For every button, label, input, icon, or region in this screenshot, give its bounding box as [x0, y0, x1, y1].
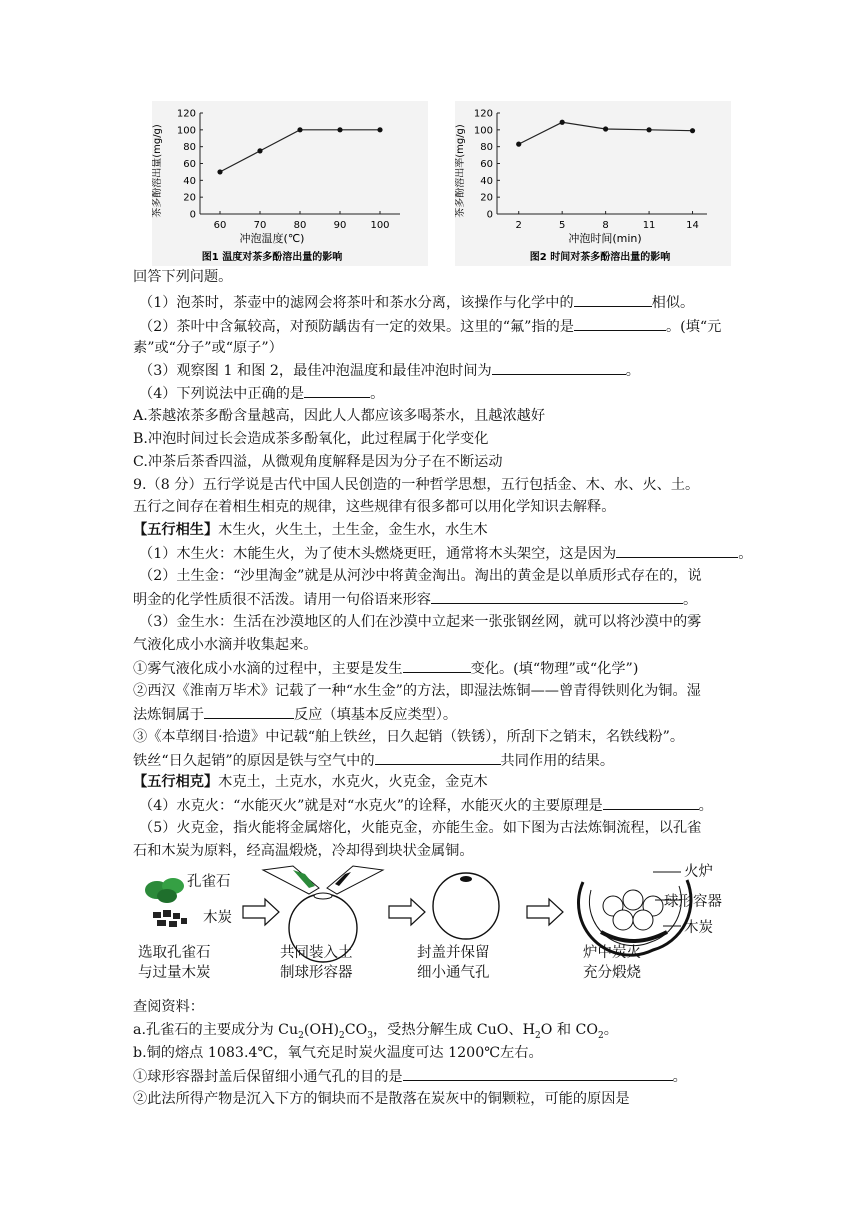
step4-line2: 充分煅烧	[583, 965, 641, 981]
figure-1-chart	[152, 101, 428, 266]
fig2-series-line	[519, 122, 693, 144]
fig2-ytick-label: 100	[473, 125, 493, 137]
question-9-2: （2）土生金：“沙里淘金”就是从河沙中将黄金淘出。淘出的黄金是以单质形式存在的，说	[139, 568, 702, 584]
step1-line2: 与过量木炭	[138, 965, 211, 981]
fig2-xtick-label: 11	[642, 220, 656, 231]
fig1-ytick-label: 80	[183, 142, 196, 154]
fig2-xtick-label: 14	[686, 220, 699, 231]
fig1-xtick-label: 80	[293, 220, 307, 231]
fig2-data-point	[516, 142, 521, 147]
fig2-ytick-label: 60	[480, 159, 493, 170]
copper-smelting-process-diagram	[133, 860, 743, 988]
fig1-ytick-label: 20	[183, 192, 196, 204]
answer-blank-9-4[interactable]	[603, 794, 699, 810]
fig2-data-point	[560, 120, 565, 125]
question-9-3-a: ①雾气液化成小水滴的过程中，主要是发生 变化。(填“物理”或“化学”)	[133, 657, 638, 680]
answer-blank-9-3c[interactable]	[375, 749, 501, 765]
answer-blank-9-5a[interactable]	[403, 1065, 673, 1081]
figure-2-chart	[455, 101, 731, 266]
fig2-xtick-label: 5	[558, 220, 566, 231]
fig1-ytick-label: 40	[183, 175, 196, 187]
question-9-5: （5）火克金，指火能将金属熔化，火能克金，亦能生金。如下图为古法炼铜流程，以孔雀	[139, 820, 702, 836]
fig1-data-point	[297, 127, 302, 132]
step3-line2: 细小通气孔	[417, 965, 490, 981]
fig1-ytick-label: 100	[176, 125, 196, 137]
fig1-xtick-label: 60	[213, 220, 227, 231]
question-9-5-a: ①球形容器封盖后保留细小通气孔的目的是 。	[133, 1065, 687, 1088]
fig2-data-point	[690, 128, 695, 133]
question-9-4: （4）水克火：“水能灭火”就是对“水克火”的诠释，水能灭火的主要原理是 。	[139, 794, 713, 817]
option-a: A.茶越浓茶多酚含量越高，因此人人都应该多喝茶水，且越浓越好	[133, 408, 546, 424]
fig1-data-point	[257, 148, 262, 153]
question-9-3-c: ③《本草纲目·拾遗》中记载“舶上铁丝，日久起销（铁锈），所刮下之销末，名铁线粉”。	[133, 729, 685, 745]
fig2-ytick-label: 0	[486, 209, 493, 221]
question-9-5-cont: 石和木炭为原料，经高温煅烧，冷却得到块状金属铜。	[133, 843, 474, 859]
label-malachite: 孔雀石	[187, 874, 231, 890]
question-9-3-c-cont: 铁丝“日久起销”的原因是铁与空气中的 共同作用的结果。	[133, 749, 614, 772]
arrow-2	[389, 899, 425, 925]
question-9-2-cont: 明金的化学性质很不活泼。请用一句俗语来形容 。	[133, 588, 697, 611]
figure-1-xlabel: 冲泡温度(℃)	[239, 232, 305, 245]
fig1-ytick-label: 60	[183, 159, 196, 170]
label-furnace: 火炉	[684, 864, 713, 880]
step2-line1: 共同装入土	[280, 945, 353, 961]
step3-line1: 封盖并保留	[417, 945, 490, 961]
figure-2-axes	[474, 109, 707, 232]
answer-blank-1[interactable]	[574, 291, 652, 307]
figure-1-caption: 图1 温度对茶多酚溶出量的影响	[201, 252, 343, 263]
question-4: （4）下列说法中正确的是 。	[139, 382, 384, 405]
fig1-data-point	[337, 127, 342, 132]
figure-1-axes	[177, 109, 400, 232]
fig2-data-point	[603, 126, 608, 131]
fig1-ytick-label: 120	[176, 108, 196, 120]
answer-blank-9-1[interactable]	[616, 542, 738, 558]
wuxing-restraint: 【五行相克】木克土，土克水，水克火，火克金，金克木	[133, 774, 488, 790]
label-charcoal-2: 木炭	[684, 920, 713, 936]
label-container: 球形容器	[664, 894, 722, 910]
figure-2-ylabel: 茶多酚溶出率(mg/g)	[455, 124, 466, 218]
line-answer-questions: 回答下列问题。	[133, 269, 233, 285]
fig1-series-line	[220, 130, 380, 172]
question-9-3: （3）金生水：生活在沙漠地区的人们在沙漠中立起来一张张钢丝网，就可以将沙漠中的雾	[139, 614, 702, 630]
figure-1-ylabel: 茶多酚溶出量(mg/g)	[152, 124, 163, 218]
question-9-intro: 9.（8 分）五行学说是古代中国人民创造的一种哲学思想，五行包括金、木、水、火、土。	[133, 477, 700, 493]
reference-b: b.铜的熔点 1083.4℃，氧气充足时炭火温度可达 1200℃左右。	[133, 1045, 543, 1061]
label-charcoal: 木炭	[203, 910, 232, 926]
fig1-data-point	[377, 127, 382, 132]
fig2-xtick-label: 2	[515, 220, 522, 231]
answer-blank-3[interactable]	[492, 359, 626, 375]
arrow-3	[527, 899, 563, 925]
option-b: B.冲泡时间过长会造成茶多酚氧化，此过程属于化学变化	[133, 431, 489, 447]
fig1-data-point	[217, 169, 222, 174]
question-9-3-cont: 气液化成小水滴并收集起来。	[133, 637, 318, 653]
figure-2-xlabel: 冲泡时间(min)	[568, 232, 642, 245]
answer-blank-2[interactable]	[574, 315, 666, 331]
figure-2-caption: 图2 时间对茶多酚溶出量的影响	[529, 252, 671, 263]
step4-line1: 炉中炭火	[583, 945, 641, 961]
charcoal-icon	[153, 910, 187, 927]
arrow-1	[243, 899, 279, 925]
step1-line1: 选取孔雀石	[138, 945, 211, 961]
fig1-xtick-label: 70	[253, 220, 267, 231]
answer-blank-9-3b[interactable]	[204, 703, 294, 719]
wuxing-generation: 【五行相生】木生火，火生土，土生金，金生水，水生木	[133, 522, 488, 538]
question-9-3-b: ②西汉《淮南万毕术》记载了一种“水生金”的方法，即湿法炼铜——曾青得铁则化为铜。湿	[133, 683, 701, 699]
fig1-xtick-label: 100	[370, 220, 390, 231]
question-9-1: （1）木生火：木能生火，为了使木头燃烧更旺，通常将木头架空，这是因为 。	[139, 542, 752, 565]
question-2: （2）茶叶中含氟较高，对预防龋齿有一定的效果。这里的“氟”指的是 。(填“元	[139, 315, 721, 338]
fig2-data-point	[646, 127, 651, 132]
answer-blank-9-2[interactable]	[431, 588, 683, 604]
fig1-ytick-label: 0	[189, 209, 196, 221]
question-9-5-b: ②此法所得产物是沉入下方的铜块而不是散落在炭灰中的铜颗粒，可能的原因是	[133, 1091, 630, 1107]
fig2-ytick-label: 80	[480, 142, 493, 154]
fig1-xtick-label: 90	[333, 220, 347, 231]
fig2-ytick-label: 20	[480, 192, 493, 204]
question-9-3-b-cont: 法炼铜属于 反应（填基本反应类型）。	[133, 703, 457, 726]
sealed-sphere-icon	[433, 873, 499, 939]
question-2-cont: 素”或“分子”或“原子”）	[133, 340, 283, 356]
step2-line2: 制球形容器	[280, 965, 353, 981]
reference-heading: 查阅资料：	[133, 999, 204, 1015]
fig2-xtick-label: 8	[602, 220, 609, 231]
fig2-ytick-label: 40	[480, 175, 493, 187]
option-c: C.冲茶后茶香四溢，从微观角度解释是因为分子在不断运动	[133, 454, 503, 470]
reference-a: a.孔雀石的主要成分为 $Cu_2(OH)_2CO_3$，受热分解生成 CuO、$H_2O$ 和 $CO_2$。	[133, 1022, 618, 1041]
question-3: （3）观察图 1 和图 2，最佳冲泡温度和最佳冲泡时间为 。	[139, 359, 640, 382]
question-9-intro-cont: 五行之间存在着相生相克的规律，这些规律有很多都可以用化学知识去解释。	[133, 499, 616, 515]
question-1: （1）泡茶时，茶壶中的滤网会将茶叶和茶水分离，该操作与化学中的 相似。	[139, 291, 694, 314]
answer-blank-9-3a[interactable]	[403, 657, 471, 673]
fig2-ytick-label: 120	[473, 108, 493, 120]
answer-blank-4[interactable]	[304, 382, 370, 398]
